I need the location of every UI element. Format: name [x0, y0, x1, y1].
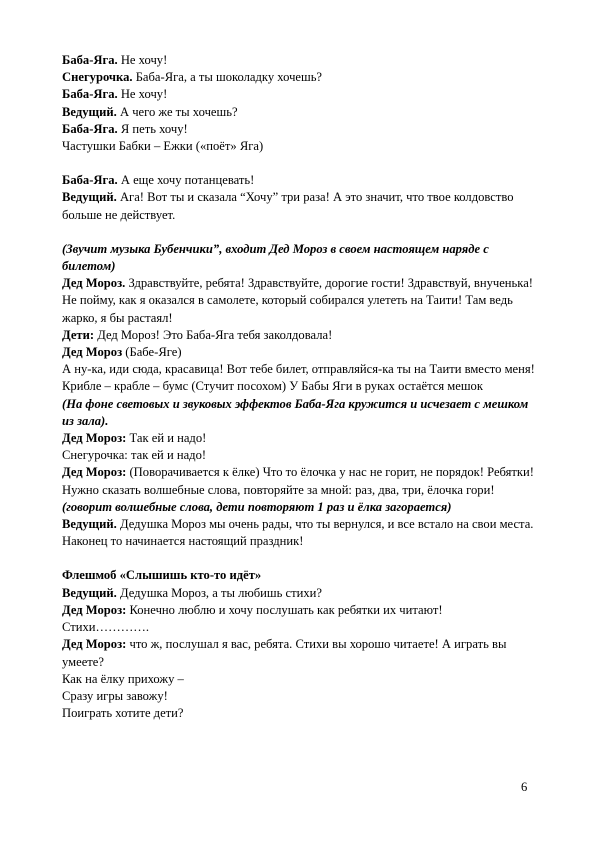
line-text: (Бабе-Яге)	[122, 345, 182, 360]
line-text: Снегурочка: так ей и надо!	[62, 448, 207, 463]
line-text: Стихи………….	[62, 620, 150, 635]
line-text: А чего же ты хочешь?	[116, 104, 238, 119]
line-text: А ну-ка, иди сюда, красавица! Вот тебе билет, отправляйся-ка ты на Таити вместо меня! Крибле – крабле – бумс (Стучит посохом) У Бабы Яги в руках остаётся мешок	[62, 362, 535, 394]
line-text: Сразу игры завожу!	[62, 688, 168, 703]
line-text: Поиграть хотите дети?	[62, 706, 184, 721]
dialogue-line	[62, 705, 537, 722]
dialogue-line	[62, 636, 537, 670]
dialogue-line	[62, 361, 537, 395]
dialogue-line	[62, 138, 537, 155]
paragraph-gap	[62, 224, 537, 241]
speaker-name: Дед Мороз.	[62, 276, 126, 291]
dialogue-line	[62, 86, 537, 103]
stage-direction: (На фоне световых и звуковых эффектов Баба-Яга кружится и исчезает с мешком из зала).	[62, 396, 529, 428]
speaker-name: Баба-Яга.	[62, 121, 118, 136]
dialogue-line	[62, 275, 537, 327]
dialogue-line	[62, 172, 537, 189]
speaker-name: Баба-Яга.	[62, 53, 118, 67]
section-heading: Флешмоб «Слышишь кто-то идёт»	[62, 568, 262, 583]
dialogue-line	[62, 688, 537, 705]
line-text: Так ей и надо!	[126, 431, 207, 446]
dialogue-line	[62, 121, 537, 138]
page-number: 6	[521, 780, 528, 794]
dialogue-line	[62, 430, 537, 447]
speaker-name: Дед Мороз:	[62, 637, 127, 652]
dialogue-line	[62, 69, 537, 86]
speaker-name: Баба-Яга.	[62, 173, 118, 188]
paragraph-gap	[62, 155, 537, 172]
speaker-name: Ведущий.	[62, 517, 117, 532]
line-text: (Поворачивается к ёлке) Что то ёлочка у нас не горит, не порядок! Ребятки! Нужно сказать волшебные слова, повторяйте за мной: раз, два, три, ёлочка гори!	[62, 465, 534, 497]
dialogue-line	[62, 52, 537, 69]
dialogue-line	[62, 104, 537, 121]
dialogue-line	[62, 189, 537, 223]
dialogue-line	[62, 327, 537, 344]
line-text: А еще хочу потанцевать!	[117, 173, 255, 188]
line-text: Конечно люблю и хочу послушать как ребятки их читают!	[126, 602, 443, 617]
line-text: Дед Мороз! Это Баба-Яга тебя заколдовала!	[94, 327, 333, 342]
line-text: Здравствуйте, ребята! Здравствуйте, дорогие гости! Здравствуй, внученька! Не пойму, как я оказался в самолете, который собирался улететь на Таити! Там ведь жарко, я бы растаял!	[62, 276, 533, 325]
dialogue-line	[62, 602, 537, 619]
dialogue-line	[62, 516, 537, 550]
script-text	[62, 52, 537, 722]
speaker-name: Ведущий.	[62, 190, 117, 205]
line-text: Я петь хочу!	[117, 121, 188, 136]
line-text: Баба-Яга, а ты шоколадку хочешь?	[132, 70, 323, 85]
speaker-name: Дед Мороз:	[62, 465, 127, 480]
speaker-name: Снегурочка.	[62, 70, 133, 85]
line-text: что ж, послушал я вас, ребята. Стихи вы хорошо читаете! А играть вы умеете?	[62, 637, 507, 669]
line-text: Частушки Бабки – Ежки («поёт» Яга)	[62, 139, 264, 154]
line-text: Дедушка Мороз, а ты любишь стихи?	[116, 585, 322, 600]
stage-direction: (говорит волшебные слова, дети повторяют 1 раз и ёлка загорается)	[62, 499, 452, 514]
speaker-name: Дед Мороз:	[62, 431, 127, 446]
speaker-name: Дети:	[62, 327, 95, 342]
dialogue-line	[62, 464, 537, 498]
speaker-name: Дед Мороз	[62, 345, 123, 360]
speaker-name: Дед Мороз:	[62, 602, 127, 617]
line-text: Как на ёлку прихожу –	[62, 671, 184, 686]
paragraph-gap	[62, 550, 537, 567]
line-text: Не хочу!	[117, 87, 168, 102]
dialogue-line	[62, 671, 537, 688]
stage-direction: (Звучит музыка Бубенчики”, входит Дед Мороз в своем настоящем наряде с билетом)	[62, 241, 489, 274]
dialogue-line	[62, 619, 537, 636]
dialogue-line	[62, 447, 537, 464]
line-text: Дедушка Мороз мы очень рады, что ты вернулся, и все встало на свои места. Наконец то начинается настоящий праздник!	[62, 517, 534, 549]
line-text: Не хочу!	[117, 53, 168, 67]
dialogue-line	[62, 344, 537, 361]
dialogue-line	[62, 585, 537, 602]
speaker-name: Баба-Яга.	[62, 87, 118, 102]
speaker-name: Ведущий.	[62, 104, 117, 119]
line-text: Ага! Вот ты и сказала “Хочу” три раза! А это значит, что твое колдовство больше не действует.	[62, 190, 514, 222]
speaker-name: Ведущий.	[62, 585, 117, 600]
